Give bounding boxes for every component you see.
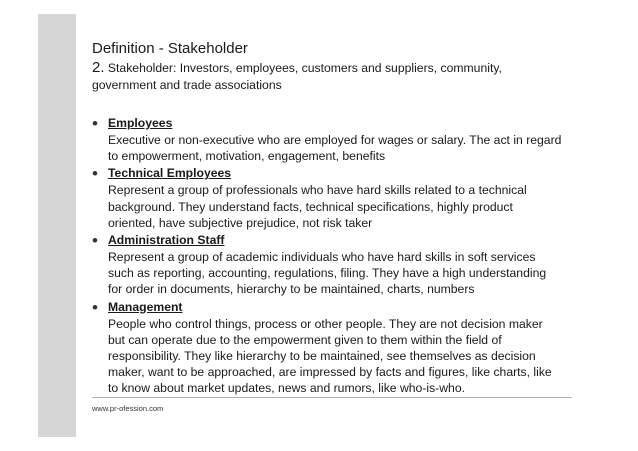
item-body: Represent a group of academic individuals who have hard skills in soft services such as reporting, accounting, regulations, filing. They have a high understanding for order in documents, hierarchy to be maintained, charts, numbers	[108, 250, 547, 297]
item-heading: Employees	[108, 116, 173, 130]
footer-url: www.pr-ofession.com	[92, 404, 164, 413]
slide-title: Definition - Stakeholder	[92, 40, 248, 57]
item-body: Executive or non-executive who are employed for wages or salary. The act in regard to empowerment, motivation, engagement, benefits	[108, 133, 562, 164]
bullet-icon: •	[92, 164, 98, 184]
subtitle-text: Stakeholder: Investors, employees, customers and suppliers, community, government and trade associations	[92, 61, 502, 92]
list-item-employees	[92, 115, 562, 164]
item-heading: Administration Staff	[108, 233, 225, 248]
item-body: People who control things, process or other people. They are not decision maker but can operate due to the empowerment given to them within the field of responsibility. They like hierarchy to be maintained, see themselves as decision maker, want to be approached, are impressed by facts and figures, like charts, like to know about market updates, news and rumors, like who-is-who.	[108, 316, 552, 396]
bullet-icon: •	[92, 231, 98, 251]
subtitle-number: 2.	[92, 59, 105, 76]
bullet-icon: •	[92, 114, 98, 133]
list-item-technical-employees	[92, 165, 562, 231]
list-item-administration-staff	[92, 232, 562, 298]
slide-subtitle	[92, 59, 552, 94]
left-accent-bar	[38, 14, 76, 437]
item-heading: Technical Employees	[108, 166, 232, 181]
stakeholder-list	[92, 115, 562, 398]
list-item-management	[92, 299, 562, 397]
item-heading: Management	[108, 299, 183, 314]
footer-divider	[92, 397, 572, 398]
item-body: Represent a group of professionals who have hard skills related to a technical background. They understand facts, technical specifications, highly product oriented, have subjective prejudice, not risk taker	[108, 183, 527, 230]
bullet-icon: •	[92, 297, 98, 317]
